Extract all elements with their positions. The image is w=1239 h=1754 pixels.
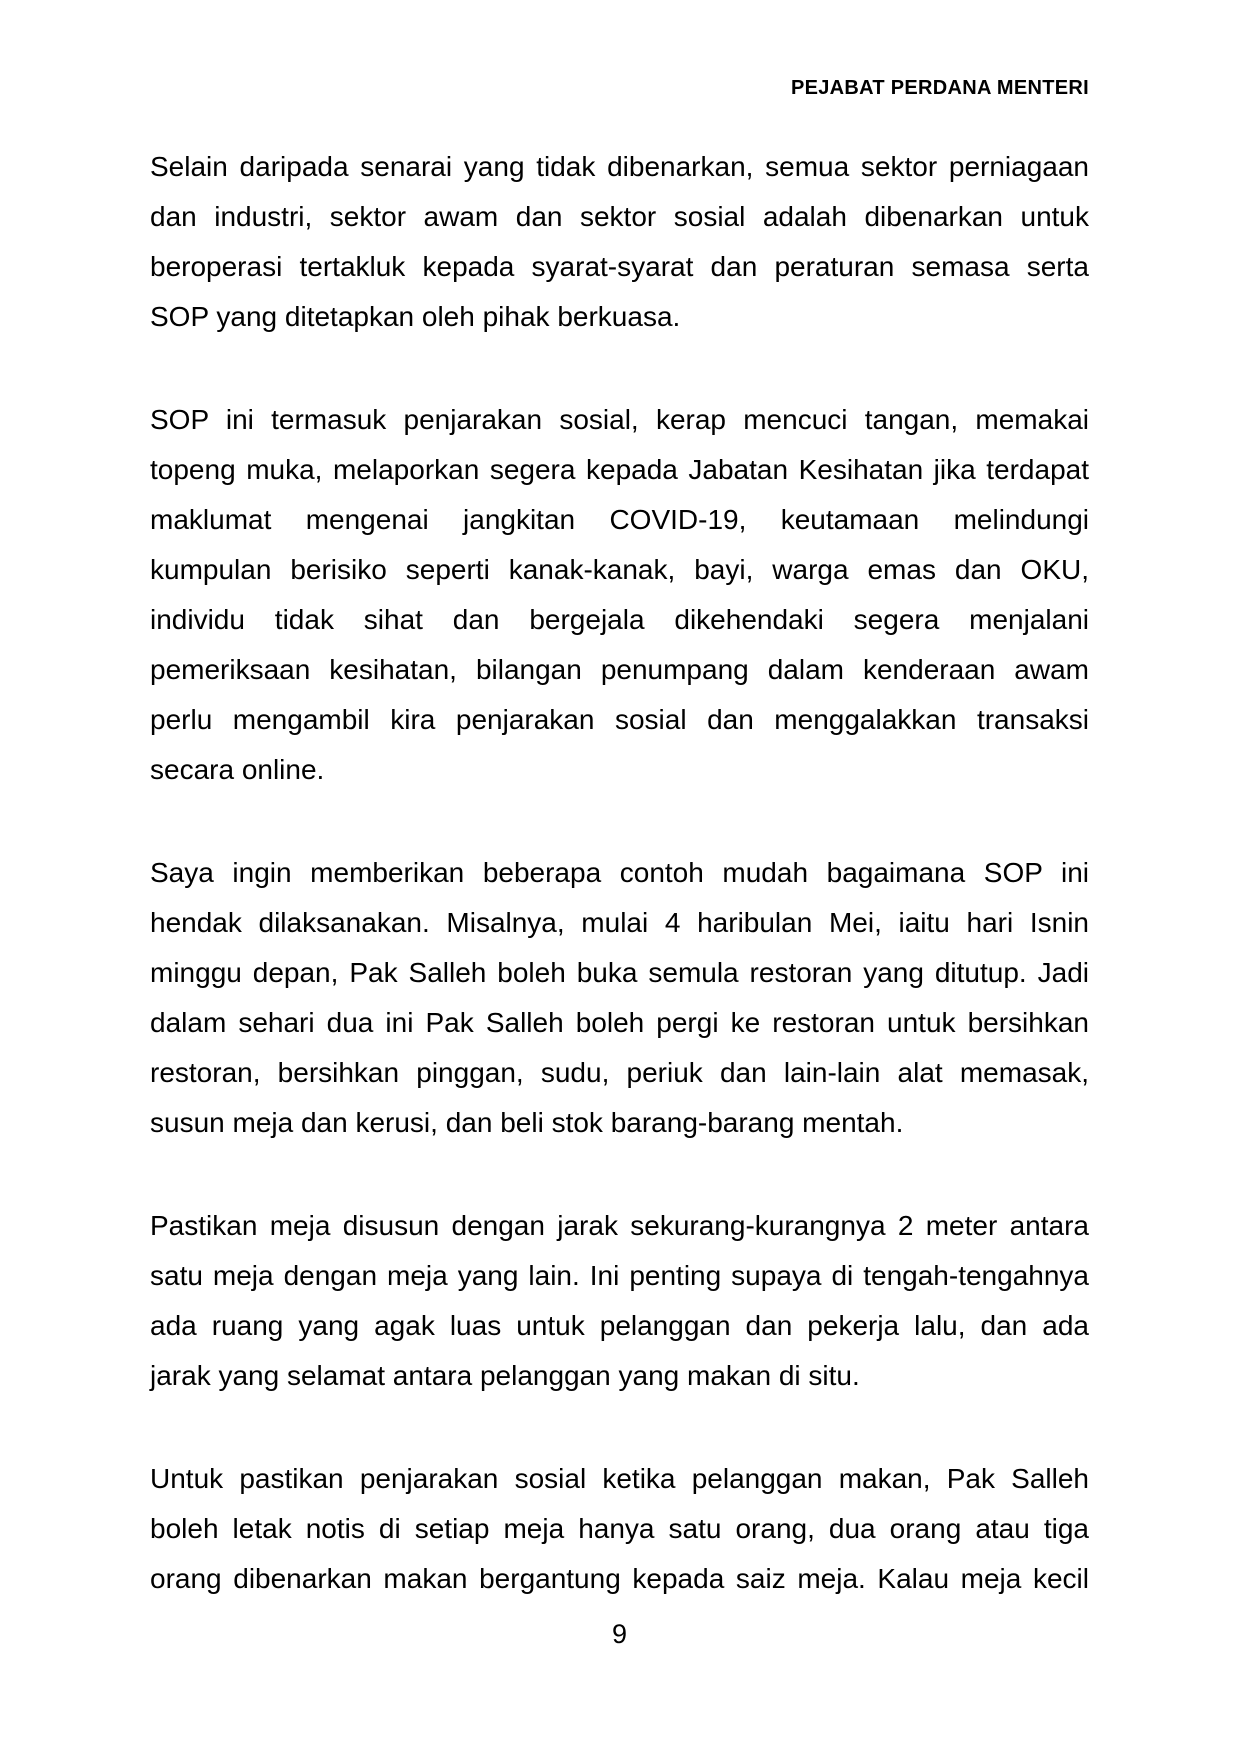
text-line: Pastikan meja disusun dengan jarak sekurang-kurangnya 2 meter antara: [150, 1210, 1089, 1241]
text-line: pemeriksaan kesihatan, bilangan penumpang dalam kenderaan awam: [150, 654, 1089, 685]
text-line: perlu mengambil kira penjarakan sosial dan menggalakkan transaksi: [150, 704, 1089, 735]
text-line: SOP yang ditetapkan oleh pihak berkuasa.: [150, 301, 681, 332]
text-line: ada ruang yang agak luas untuk pelanggan dan pekerja lalu, dan ada: [150, 1310, 1089, 1341]
page-number: 9: [611, 1619, 628, 1649]
text-line: Untuk pastikan penjarakan sosial ketika pelanggan makan, Pak Salleh: [150, 1463, 1089, 1494]
text-line: SOP ini termasuk penjarakan sosial, kerap mencuci tangan, memakai: [150, 404, 1089, 435]
text-line: beroperasi tertakluk kepada syarat-syarat dan peraturan semasa serta: [150, 251, 1089, 282]
text-line: Saya ingin memberikan beberapa contoh mudah bagaimana SOP ini: [150, 857, 1089, 888]
text-line: minggu depan, Pak Salleh boleh buka semula restoran yang ditutup. Jadi: [150, 957, 1089, 988]
document-body: [150, 142, 1089, 1604]
text-line: jarak yang selamat antara pelanggan yang makan di situ.: [150, 1360, 860, 1391]
paragraph: [150, 142, 1089, 342]
paragraph: [150, 395, 1089, 795]
text-line: kumpulan berisiko seperti kanak-kanak, bayi, warga emas dan OKU,: [150, 554, 1089, 585]
text-line: dalam sehari dua ini Pak Salleh boleh pergi ke restoran untuk bersihkan: [150, 1007, 1089, 1038]
text-line: secara online.: [150, 754, 325, 785]
paragraph: [150, 1201, 1089, 1401]
text-line: maklumat mengenai jangkitan COVID-19, keutamaan melindungi: [150, 504, 1089, 535]
text-line: topeng muka, melaporkan segera kepada Jabatan Kesihatan jika terdapat: [150, 454, 1089, 485]
text-line: dan industri, sektor awam dan sektor sosial adalah dibenarkan untuk: [150, 201, 1089, 232]
text-line: orang dibenarkan makan bergantung kepada saiz meja. Kalau meja kecil: [150, 1563, 1089, 1594]
text-line: individu tidak sihat dan bergejala dikehendaki segera menjalani: [150, 604, 1089, 635]
document-header: PEJABAT PERDANA MENTERI: [790, 77, 1089, 99]
text-line: hendak dilaksanakan. Misalnya, mulai 4 haribulan Mei, iaitu hari Isnin: [150, 907, 1089, 938]
text-line: Selain daripada senarai yang tidak dibenarkan, semua sektor perniagaan: [150, 151, 1089, 182]
text-line: boleh letak notis di setiap meja hanya satu orang, dua orang atau tiga: [150, 1513, 1089, 1544]
text-line: susun meja dan kerusi, dan beli stok barang-barang mentah.: [150, 1107, 904, 1138]
text-line: satu meja dengan meja yang lain. Ini penting supaya di tengah-tengahnya: [150, 1260, 1089, 1291]
paragraph: [150, 1454, 1089, 1604]
text-line: restoran, bersihkan pinggan, sudu, periuk dan lain-lain alat memasak,: [150, 1057, 1089, 1088]
paragraph: [150, 848, 1089, 1148]
